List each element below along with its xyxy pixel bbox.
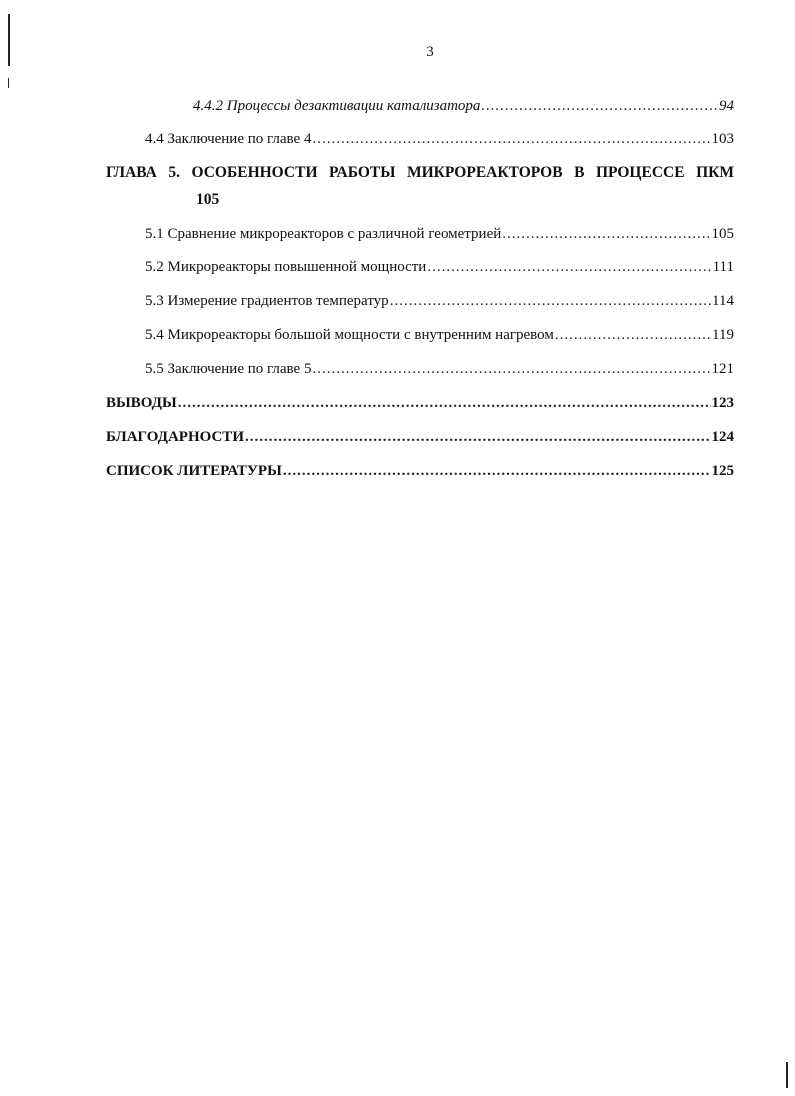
toc-leader-dots — [245, 429, 711, 446]
toc-leader-dots — [312, 131, 710, 148]
chapter-page: 105 — [196, 191, 220, 208]
toc-leader-dots — [390, 293, 711, 310]
scan-edge-mark — [786, 1062, 788, 1088]
toc-entry-label: 5.2 Микрореакторы повышенной мощности — [145, 259, 427, 275]
toc-entry-page: 121 — [711, 361, 734, 377]
toc-entry[interactable] — [145, 259, 734, 276]
toc-entry-page: 103 — [711, 131, 734, 147]
toc-entry[interactable] — [145, 327, 734, 344]
toc-entry-label: 5.3 Измерение градиентов температур — [145, 293, 389, 309]
toc-leader-dots — [178, 395, 711, 412]
toc-entry-page: 119 — [712, 327, 734, 343]
toc-entry[interactable] — [145, 293, 734, 310]
toc-entry[interactable] — [106, 463, 734, 480]
toc-entry[interactable] — [106, 429, 734, 446]
toc-leader-dots — [555, 327, 711, 344]
toc-entry-label: 5.1 Сравнение микрореакторов с различной геометрией — [145, 226, 502, 242]
toc-leader-dots — [312, 361, 710, 378]
scan-edge-mark — [8, 78, 9, 88]
toc-entry[interactable] — [145, 131, 734, 148]
toc-entry-page: 125 — [711, 463, 734, 479]
toc-entry-page: 111 — [712, 259, 734, 275]
toc-entry[interactable] — [145, 361, 734, 378]
toc-entry-label: 5.4 Микрореакторы большой мощности с внутренним нагревом — [145, 327, 554, 343]
toc-entry-page: 105 — [711, 226, 734, 242]
toc-entry-label: БЛАГОДАРНОСТИ — [106, 429, 244, 445]
toc-entry[interactable] — [106, 395, 734, 412]
toc-entry-page: 123 — [711, 395, 734, 411]
page-number: 3 — [426, 44, 434, 60]
toc-leader-dots — [283, 463, 711, 480]
toc-entry-page: 124 — [711, 429, 734, 445]
toc-entry-label: ВЫВОДЫ — [106, 395, 177, 411]
toc-entry-label: 4.4 Заключение по главе 4 — [145, 131, 312, 147]
toc-entry-label: 5.5 Заключение по главе 5 — [145, 361, 312, 377]
toc-entry-page: 94 — [719, 98, 734, 114]
toc-entry-label: СПИСОК ЛИТЕРАТУРЫ — [106, 463, 282, 479]
toc-entry-label: 4.4.2 Процессы дезактивации катализатора — [193, 98, 481, 114]
toc-entry[interactable] — [193, 98, 734, 115]
chapter-title[interactable]: ГЛАВА 5. ОСОБЕННОСТИ РАБОТЫ МИКРОРЕАКТОРОВ В ПРОЦЕССЕ ПКМ — [106, 164, 734, 181]
toc-entry[interactable] — [145, 226, 734, 243]
toc-leader-dots — [427, 259, 711, 276]
toc-leader-dots — [481, 98, 718, 115]
toc-entry-page: 114 — [712, 293, 734, 309]
toc-leader-dots — [502, 226, 710, 243]
